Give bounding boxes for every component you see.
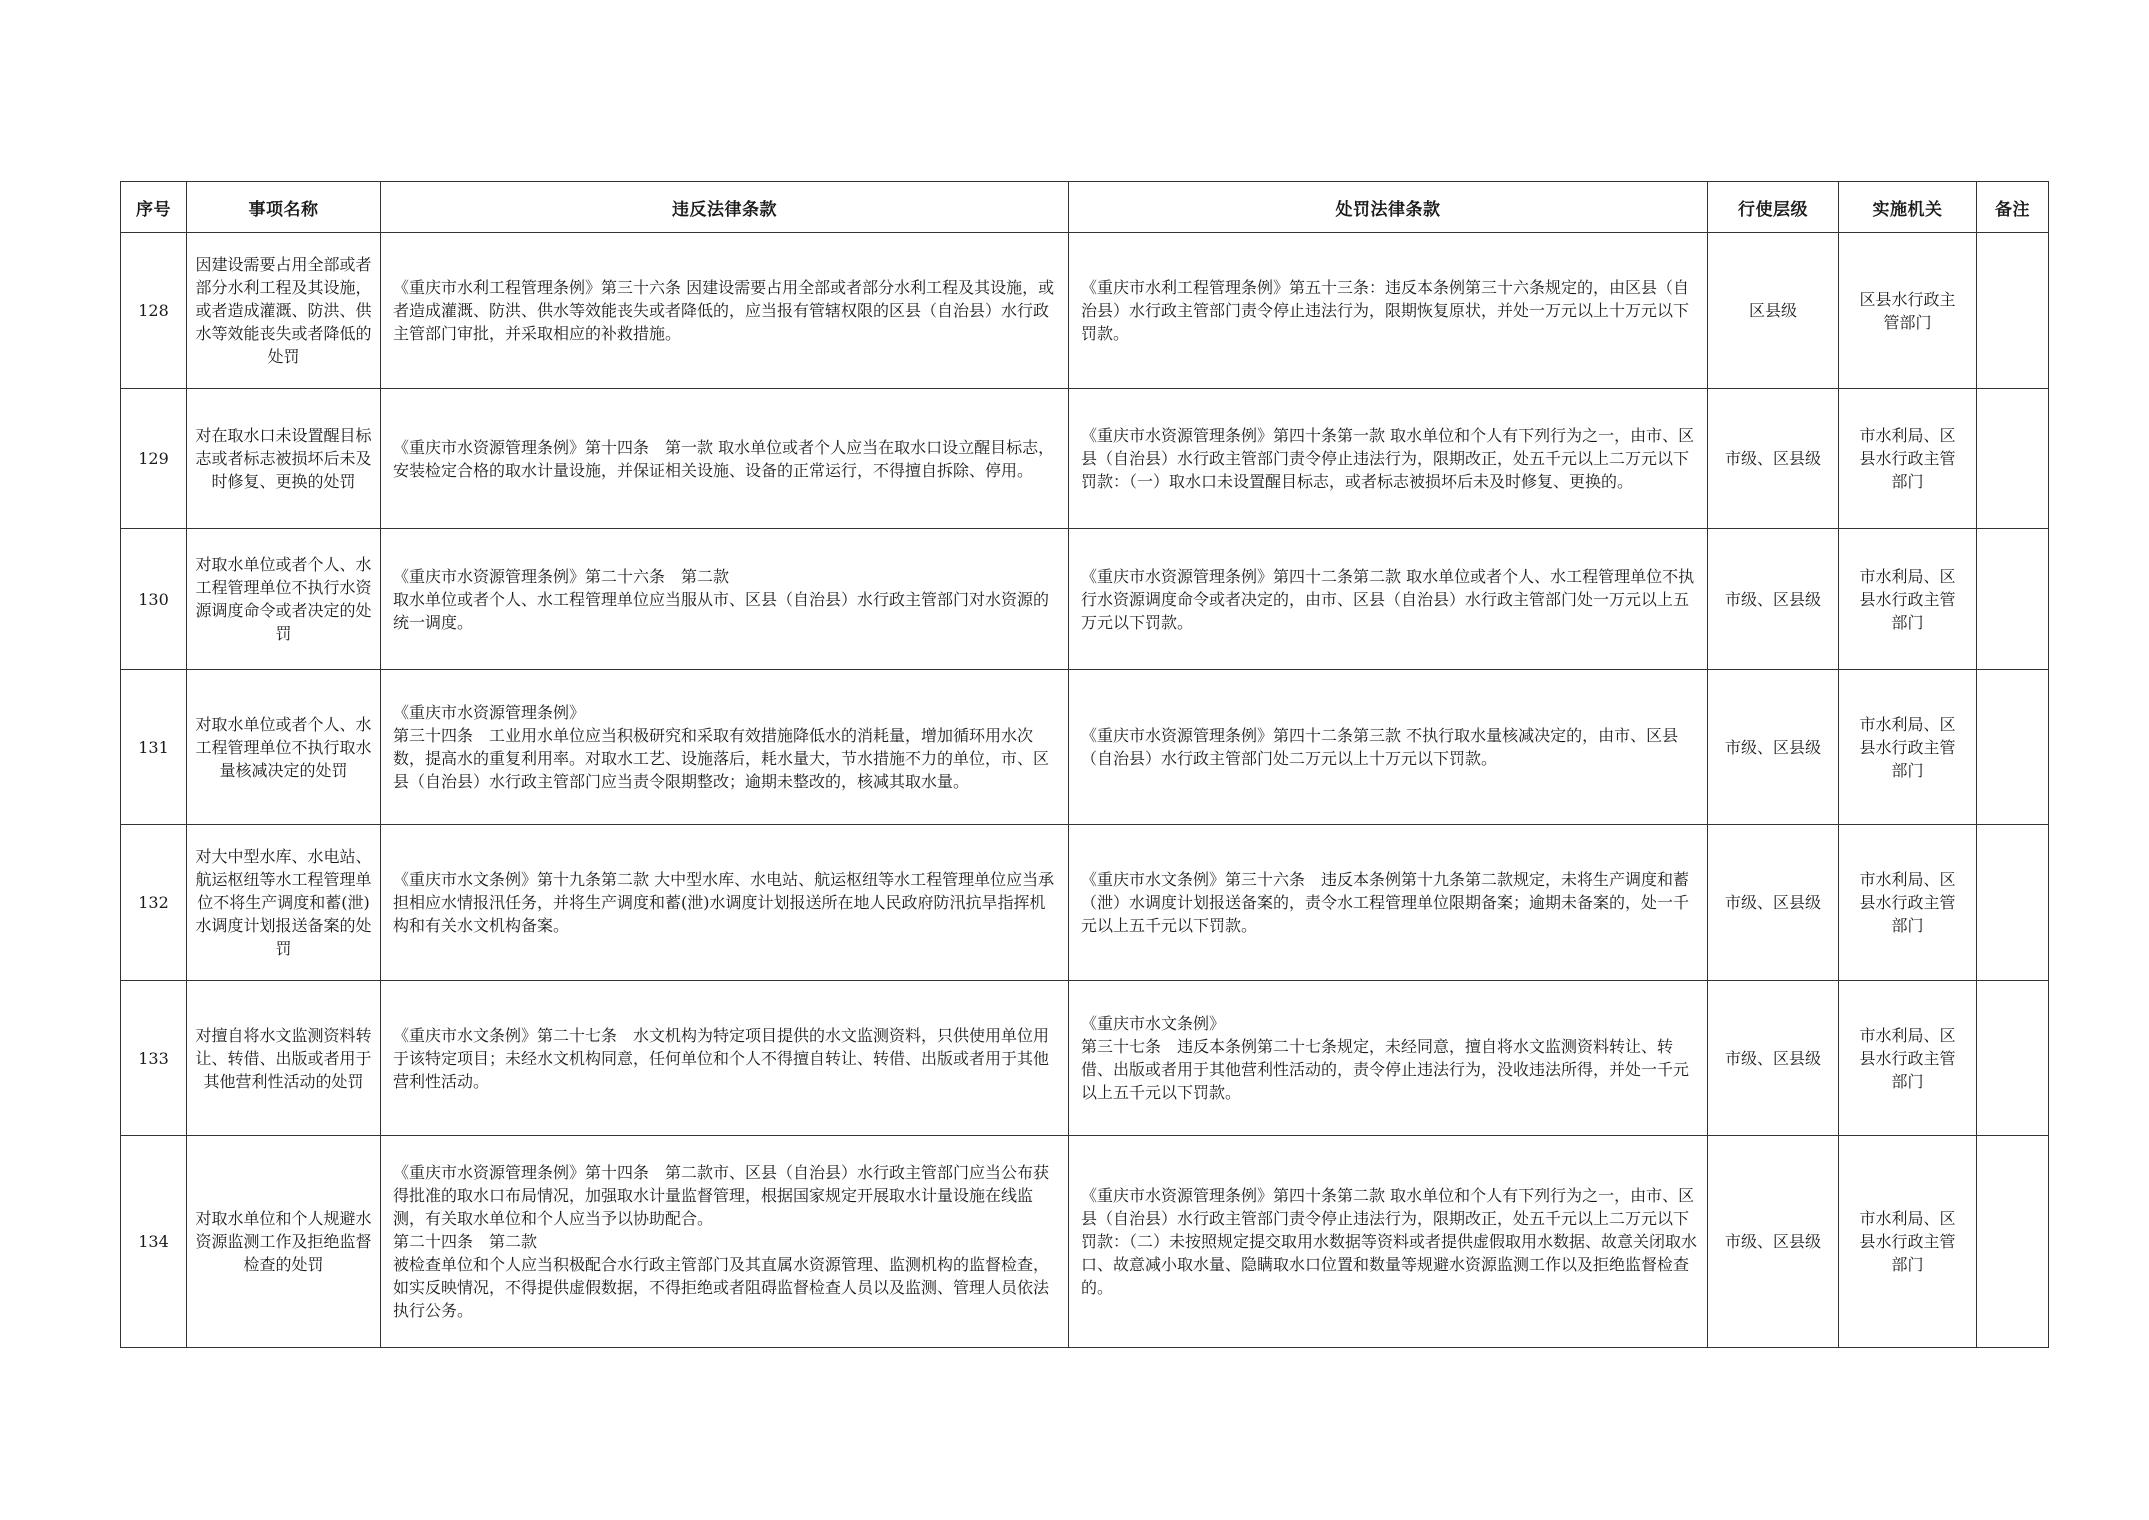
table-row — [121, 389, 2049, 529]
cell-penalty-law: 《重庆市水资源管理条例》第四十二条第三款 不执行取水量核减决定的，由市、区县（自治县）水行政主管部门处二万元以上十万元以下罚款。 — [1069, 670, 1708, 825]
document-page — [120, 181, 2048, 1348]
cell-remark — [1977, 981, 2049, 1136]
cell-no: 128 — [121, 233, 187, 389]
cell-agency: 市水利局、区县水行政主管部门 — [1839, 1136, 1977, 1348]
table-row — [121, 670, 2049, 825]
cell-agency: 市水利局、区县水行政主管部门 — [1839, 670, 1977, 825]
cell-item-name: 对在取水口未设置醒目标志或者标志被损坏后未及时修复、更换的处罚 — [187, 389, 381, 529]
header-no: 序号 — [121, 182, 187, 233]
cell-level: 市级、区县级 — [1708, 981, 1839, 1136]
cell-no: 134 — [121, 1136, 187, 1348]
header-remark: 备注 — [1977, 182, 2049, 233]
table-header — [121, 182, 2049, 233]
cell-violated-law: 《重庆市水资源管理条例》第十四条 第一款 取水单位或者个人应当在取水口设立醒目标志，安装检定合格的取水计量设施，并保证相关设施、设备的正常运行，不得擅自拆除、停用。 — [381, 389, 1069, 529]
cell-no: 130 — [121, 529, 187, 670]
table-row — [121, 981, 2049, 1136]
cell-remark — [1977, 529, 2049, 670]
table-row — [121, 1136, 2049, 1348]
cell-penalty-law: 《重庆市水资源管理条例》第四十条第二款 取水单位和个人有下列行为之一，由市、区县（自治县）水行政主管部门责令停止违法行为，限期改正，处五千元以上二万元以下罚款：（二）未按照规定提交取用水数据等资料或者提供虚假取用水数据、故意关闭取水口、故意减小取水量、隐瞒取水口位置和数量等规避水资源监测工作以及拒绝监督检查的。 — [1069, 1136, 1708, 1348]
cell-remark — [1977, 825, 2049, 981]
cell-violated-law: 《重庆市水资源管理条例》第十四条 第二款市、区县（自治县）水行政主管部门应当公布获得批准的取水口布局情况，加强取水计量监督管理，根据国家规定开展取水计量设施在线监测，有关取水单位和个人应当予以协助配合。 第二十四条 第二款 被检查单位和个人应当积极配合水行政主管部门及其直属水资源管理、监测机构的监督检查，如实反映情况，不得提供虚假数据，不得拒绝或者阻碍监督检查人员以及监测、管理人员依法执行公务。 — [381, 1136, 1069, 1348]
cell-item-name: 对取水单位和个人规避水资源监测工作及拒绝监督检查的处罚 — [187, 1136, 381, 1348]
header-level: 行使层级 — [1708, 182, 1839, 233]
cell-level: 市级、区县级 — [1708, 1136, 1839, 1348]
cell-item-name: 对取水单位或者个人、水工程管理单位不执行水资源调度命令或者决定的处罚 — [187, 529, 381, 670]
cell-level: 区县级 — [1708, 233, 1839, 389]
cell-level: 市级、区县级 — [1708, 529, 1839, 670]
cell-agency: 区县水行政主管部门 — [1839, 233, 1977, 389]
cell-agency: 市水利局、区县水行政主管部门 — [1839, 825, 1977, 981]
cell-item-name: 因建设需要占用全部或者部分水利工程及其设施，或者造成灌溉、防洪、供水等效能丧失或者降低的处罚 — [187, 233, 381, 389]
table-row — [121, 233, 2049, 389]
cell-remark — [1977, 670, 2049, 825]
table-row — [121, 529, 2049, 670]
cell-no: 129 — [121, 389, 187, 529]
header-penalty-law: 处罚法律条款 — [1069, 182, 1708, 233]
cell-item-name: 对大中型水库、水电站、航运枢纽等水工程管理单位不将生产调度和蓄(泄)水调度计划报送备案的处罚 — [187, 825, 381, 981]
cell-item-name: 对取水单位或者个人、水工程管理单位不执行取水量核减决定的处罚 — [187, 670, 381, 825]
cell-penalty-law: 《重庆市水资源管理条例》第四十条第一款 取水单位和个人有下列行为之一，由市、区县（自治县）水行政主管部门责令停止违法行为，限期改正，处五千元以上二万元以下罚款：（一）取水口未设置醒目标志，或者标志被损坏后未及时修复、更换的。 — [1069, 389, 1708, 529]
cell-remark — [1977, 233, 2049, 389]
cell-no: 133 — [121, 981, 187, 1136]
cell-no: 132 — [121, 825, 187, 981]
cell-penalty-law: 《重庆市水文条例》 第三十七条 违反本条例第二十七条规定，未经同意，擅自将水文监测资料转让、转借、出版或者用于其他营利性活动的，责令停止违法行为，没收违法所得，并处一千元以上五千元以下罚款。 — [1069, 981, 1708, 1136]
cell-violated-law: 《重庆市水资源管理条例》 第三十四条 工业用水单位应当积极研究和采取有效措施降低水的消耗量，增加循环用水次数，提高水的重复利用率。对取水工艺、设施落后，耗水量大，节水措施不力的单位，市、区县（自治县）水行政主管部门应当责令限期整改；逾期未整改的，核减其取水量。 — [381, 670, 1069, 825]
cell-violated-law: 《重庆市水文条例》第十九条第二款 大中型水库、水电站、航运枢纽等水工程管理单位应当承担相应水情报汛任务，并将生产调度和蓄(泄)水调度计划报送所在地人民政府防汛抗旱指挥机构和有关水文机构备案。 — [381, 825, 1069, 981]
header-row — [121, 182, 2049, 233]
cell-remark — [1977, 1136, 2049, 1348]
cell-level: 市级、区县级 — [1708, 670, 1839, 825]
table-body — [121, 233, 2049, 1348]
cell-level: 市级、区县级 — [1708, 825, 1839, 981]
table-row — [121, 825, 2049, 981]
cell-level: 市级、区县级 — [1708, 389, 1839, 529]
cell-penalty-law: 《重庆市水文条例》第三十六条 违反本条例第十九条第二款规定，未将生产调度和蓄（泄）水调度计划报送备案的，责令水工程管理单位限期备案；逾期未备案的，处一千元以上五千元以下罚款。 — [1069, 825, 1708, 981]
header-agency: 实施机关 — [1839, 182, 1977, 233]
law-enforcement-table — [120, 181, 2049, 1348]
header-item-name: 事项名称 — [187, 182, 381, 233]
cell-penalty-law: 《重庆市水资源管理条例》第四十二条第二款 取水单位或者个人、水工程管理单位不执行水资源调度命令或者决定的，由市、区县（自治县）水行政主管部门处一万元以上五万元以下罚款。 — [1069, 529, 1708, 670]
cell-no: 131 — [121, 670, 187, 825]
cell-agency: 市水利局、区县水行政主管部门 — [1839, 389, 1977, 529]
cell-penalty-law: 《重庆市水利工程管理条例》第五十三条：违反本条例第三十六条规定的，由区县（自治县）水行政主管部门责令停止违法行为，限期恢复原状，并处一万元以上十万元以下罚款。 — [1069, 233, 1708, 389]
cell-violated-law: 《重庆市水资源管理条例》第二十六条 第二款 取水单位或者个人、水工程管理单位应当服从市、区县（自治县）水行政主管部门对水资源的统一调度。 — [381, 529, 1069, 670]
cell-violated-law: 《重庆市水利工程管理条例》第三十六条 因建设需要占用全部或者部分水利工程及其设施，或者造成灌溉、防洪、供水等效能丧失或者降低的，应当报有管辖权限的区县（自治县）水行政主管部门审批，并采取相应的补救措施。 — [381, 233, 1069, 389]
cell-violated-law: 《重庆市水文条例》第二十七条 水文机构为特定项目提供的水文监测资料，只供使用单位用于该特定项目；未经水文机构同意，任何单位和个人不得擅自转让、转借、出版或者用于其他营利性活动。 — [381, 981, 1069, 1136]
cell-agency: 市水利局、区县水行政主管部门 — [1839, 529, 1977, 670]
cell-item-name: 对擅自将水文监测资料转让、转借、出版或者用于其他营利性活动的处罚 — [187, 981, 381, 1136]
cell-remark — [1977, 389, 2049, 529]
cell-agency: 市水利局、区县水行政主管部门 — [1839, 981, 1977, 1136]
header-violated-law: 违反法律条款 — [381, 182, 1069, 233]
